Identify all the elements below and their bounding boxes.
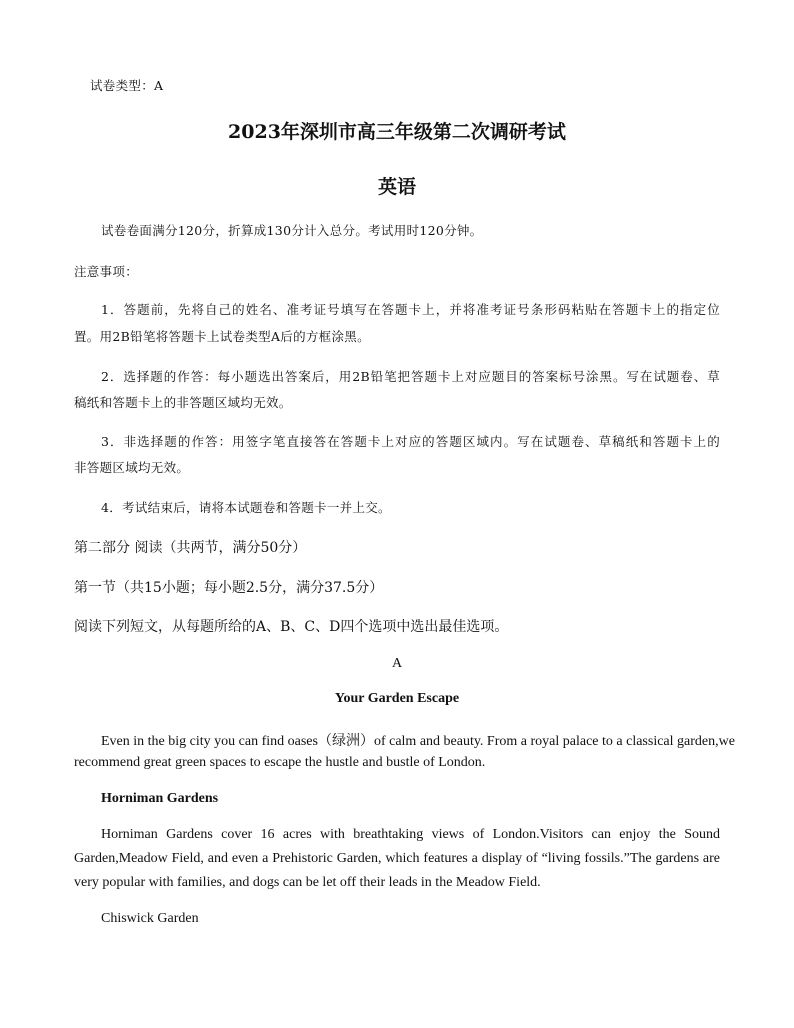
notes-heading: 注意事项：: [74, 264, 139, 279]
paragraph-2-line-2: Garden,Meadow Field, and even a Prehistoric Garden, which features a display of “living fossils.”The gardens are: [74, 851, 720, 866]
intro-text: 试卷卷面满分120分，折算成130分计入总分。考试用时120分钟。: [101, 223, 483, 238]
reading-instruction: 阅读下列短文，从每题所给的A、B、C、D四个选项中选出最佳选项。: [74, 619, 509, 635]
note-2-line-2: 稿纸和答题卡上的非答题区域均无效。: [74, 395, 292, 410]
note-3-line-2: 非答题区域均无效。: [74, 460, 190, 475]
passage-title: Your Garden Escape: [334, 691, 460, 706]
note-2-line-1: 2．选择题的作答：每小题选出答案后，用2B铅笔把答题卡上对应题目的答案标号涂黑。写在试题卷、草: [101, 369, 720, 384]
paragraph-2-line-1: Horniman Gardens cover 16 acres with breathtaking views of London.Visitors can enjoy the Sound: [101, 827, 720, 842]
subject-title: 英语: [377, 176, 416, 198]
subsection-heading: 第一节（共15小题；每小题2.5分，满分37.5分）: [74, 580, 384, 596]
note-1-line-1: 1．答题前，先将自己的姓名、准考证号填写在答题卡上，并将准考证号条形码粘贴在答题卡上的指定位: [101, 302, 720, 317]
note-4: 4．考试结束后，请将本试题卷和答题卡一并上交。: [101, 500, 391, 515]
section-heading-horniman: Horniman Gardens: [101, 791, 219, 806]
exam-title: 2023年深圳市高三年级第二次调研考试: [228, 121, 566, 143]
paragraph-1-line-1: Even in the big city you can find oases（绿洲）of calm and beauty. From a royal palace to a classical garden,we: [101, 734, 735, 749]
section-heading-chiswick: Chiswick Garden: [101, 911, 199, 926]
paragraph-2-line-3: very popular with families, and dogs can be let off their leads in the Meadow Field.: [74, 875, 541, 890]
part-heading: 第二部分 阅读（共两节，满分50分）: [74, 540, 307, 556]
paragraph-1-line-2: recommend great green spaces to escape the hustle and bustle of London.: [74, 755, 486, 770]
paper-type: 试卷类型：A: [90, 78, 164, 93]
note-3-line-1: 3．非选择题的作答：用签字笔直接答在答题卡上对应的答题区域内。写在试题卷、草稿纸和答题卡上的: [101, 434, 720, 449]
note-1-line-2: 置。用2B铅笔将答题卡上试卷类型A后的方框涂黑。: [74, 329, 370, 344]
passage-label: A: [391, 656, 403, 671]
